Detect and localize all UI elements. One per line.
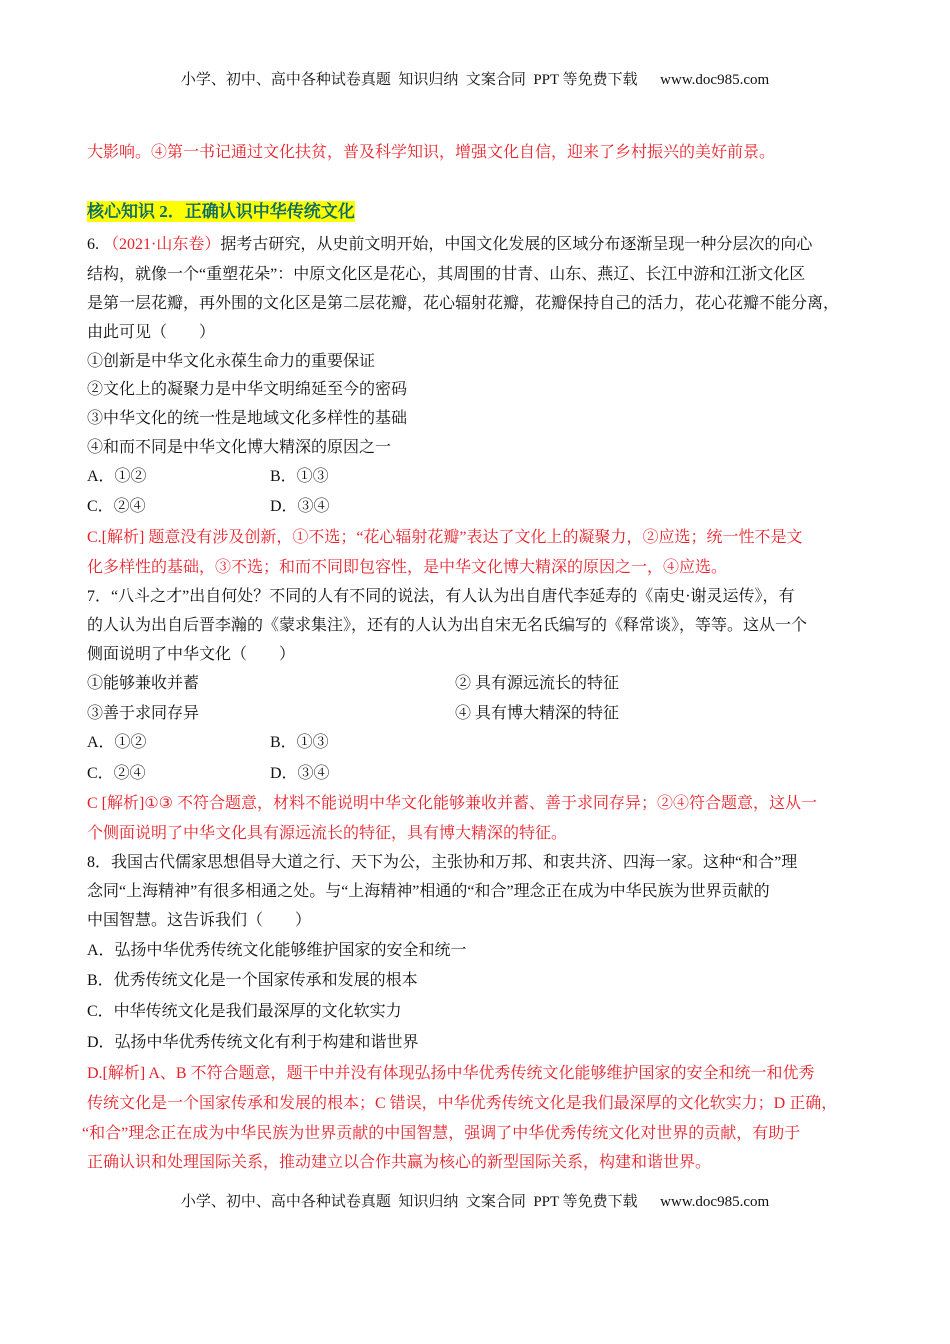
q6-statement: ④和而不同是中华文化博大精深的原因之一	[87, 439, 392, 456]
q6-statement: ①创新是中华文化永葆生命力的重要保证	[87, 353, 376, 370]
question-number: 6.	[87, 236, 99, 253]
q7-line: 7．“八斗之才”出自何处？不同的人有不同的说法，有人认为出自唐代李延寿的《南史·谢灵运传》，有	[87, 588, 795, 605]
q8-analysis: D.[解析] A、B 不符合题意，题干中并没有体现弘扬中华优秀传统文化能够维护国家的安全和统一和优秀	[87, 1065, 815, 1082]
q7-analysis: 个侧面说明了中华文化具有源远流长的特征，具有博大精深的特征。	[87, 825, 568, 842]
q7-statement: ①能够兼收并蓄	[87, 675, 200, 692]
q8-analysis: 传统文化是一个国家传承和发展的根本；C 错误，中华优秀传统文化是我们最深厚的文化软实力；D 正确，	[87, 1095, 838, 1112]
q8-line: 中国智慧。这告诉我们（ ）	[87, 912, 312, 929]
q7-statement: ④ 具有博大精深的特征	[455, 705, 620, 722]
page-header: 小学、初中、高中各种试卷真题 知识归纳 文案合同 PPT 等免费下载 www.doc985.com	[180, 72, 770, 88]
q8-option-a: A．弘扬中华优秀传统文化能够维护国家的安全和统一	[87, 942, 467, 959]
q6-option-b: B．①③	[270, 468, 329, 485]
q7-option-a: A．①②	[87, 734, 147, 751]
q8-option-b: B．优秀传统文化是一个国家传承和发展的根本	[87, 972, 418, 989]
section-heading	[87, 202, 355, 223]
q8-analysis: 正确认识和处理国际关系，推动建立以合作共赢为核心的新型国际关系，构建和谐世界。	[87, 1154, 712, 1171]
page-footer: 小学、初中、高中各种试卷真题 知识归纳 文案合同 PPT 等免费下载 www.doc985.com	[180, 1194, 770, 1210]
q8-line: 念同“上海精神”有很多相通之处。与“上海精神”相通的“和合”理念正在成为中华民族为世界贡献的	[87, 883, 770, 900]
q8-option-d: D．弘扬中华优秀传统文化有利于构建和谐世界	[87, 1034, 419, 1051]
q7-line: 侧面说明了中华文化（ ）	[87, 646, 296, 663]
q6-line: 是第一层花瓣，再外围的文化区是第二层花瓣，花心辐射花瓣，花瓣保持自己的活力，花心花瓣不能分离，	[87, 295, 840, 312]
q8-analysis: “和合”理念正在成为中华民族为世界贡献的中国智慧，强调了中华优秀传统文化对世界的贡献，有助于	[82, 1125, 801, 1142]
q7-option-c: C．②④	[87, 765, 146, 782]
q7-option-b: B．①③	[270, 734, 329, 751]
q6-line: 结构，就像一个“重塑花朵”：中原文化区是花心，其周围的甘青、山东、燕辽、长江中游和江浙文化区	[87, 266, 806, 283]
q7-line: 的人认为出自后晋李瀚的《蒙求集注》，还有的人认为出自宋无名氏编写的《释常谈》，等等。这从一个	[87, 617, 808, 634]
question-source: （2021·山东卷）	[103, 236, 221, 253]
q6-statement: ②文化上的凝聚力是中华文明绵延至今的密码	[87, 381, 408, 398]
q6-analysis: C.[解析] 题意没有涉及创新，①不选；“花心辐射花瓣”表达了文化上的凝聚力，②应选；统一性不是文	[87, 529, 803, 546]
q7-statement: ② 具有源远流长的特征	[455, 675, 620, 692]
section-heading-text: 核心知识 2．正确认识中华传统文化	[87, 202, 355, 221]
q6-statement: ③中华文化的统一性是地域文化多样性的基础	[87, 410, 408, 427]
q6-option-a: A．①②	[87, 468, 147, 485]
q7-option-d: D．③④	[270, 765, 330, 782]
previous-analysis-tail: 大影响。④第一书记通过文化扶贫，普及科学知识，增强文化自信，迎来了乡村振兴的美好前景。	[87, 144, 776, 161]
q7-analysis: C [解析]①③ 不符合题意，材料不能说明中华文化能够兼收并蓄、善于求同存异；②④符合题意，这从一	[87, 795, 818, 812]
q8-option-c: C．中华传统文化是我们最深厚的文化软实力	[87, 1003, 402, 1020]
q6-line: 由此可见（ ）	[87, 324, 216, 341]
q6-option-d: D．③④	[270, 498, 330, 515]
q6-line	[87, 235, 812, 255]
q6-analysis: 化多样性的基础，③不选；和而不同即包容性，是中华文化博大精深的原因之一，④应选。	[87, 559, 728, 576]
q8-line: 8．我国古代儒家思想倡导大道之行、天下为公，主张协和万邦、和衷共济、四海一家。这种“和合”理	[87, 854, 798, 871]
question-text: 据考古研究，从史前文明开始，中国文化发展的区域分布逐渐呈现一种分层次的向心	[220, 236, 813, 253]
q6-option-c: C．②④	[87, 498, 146, 515]
q7-statement: ③善于求同存异	[87, 705, 200, 722]
